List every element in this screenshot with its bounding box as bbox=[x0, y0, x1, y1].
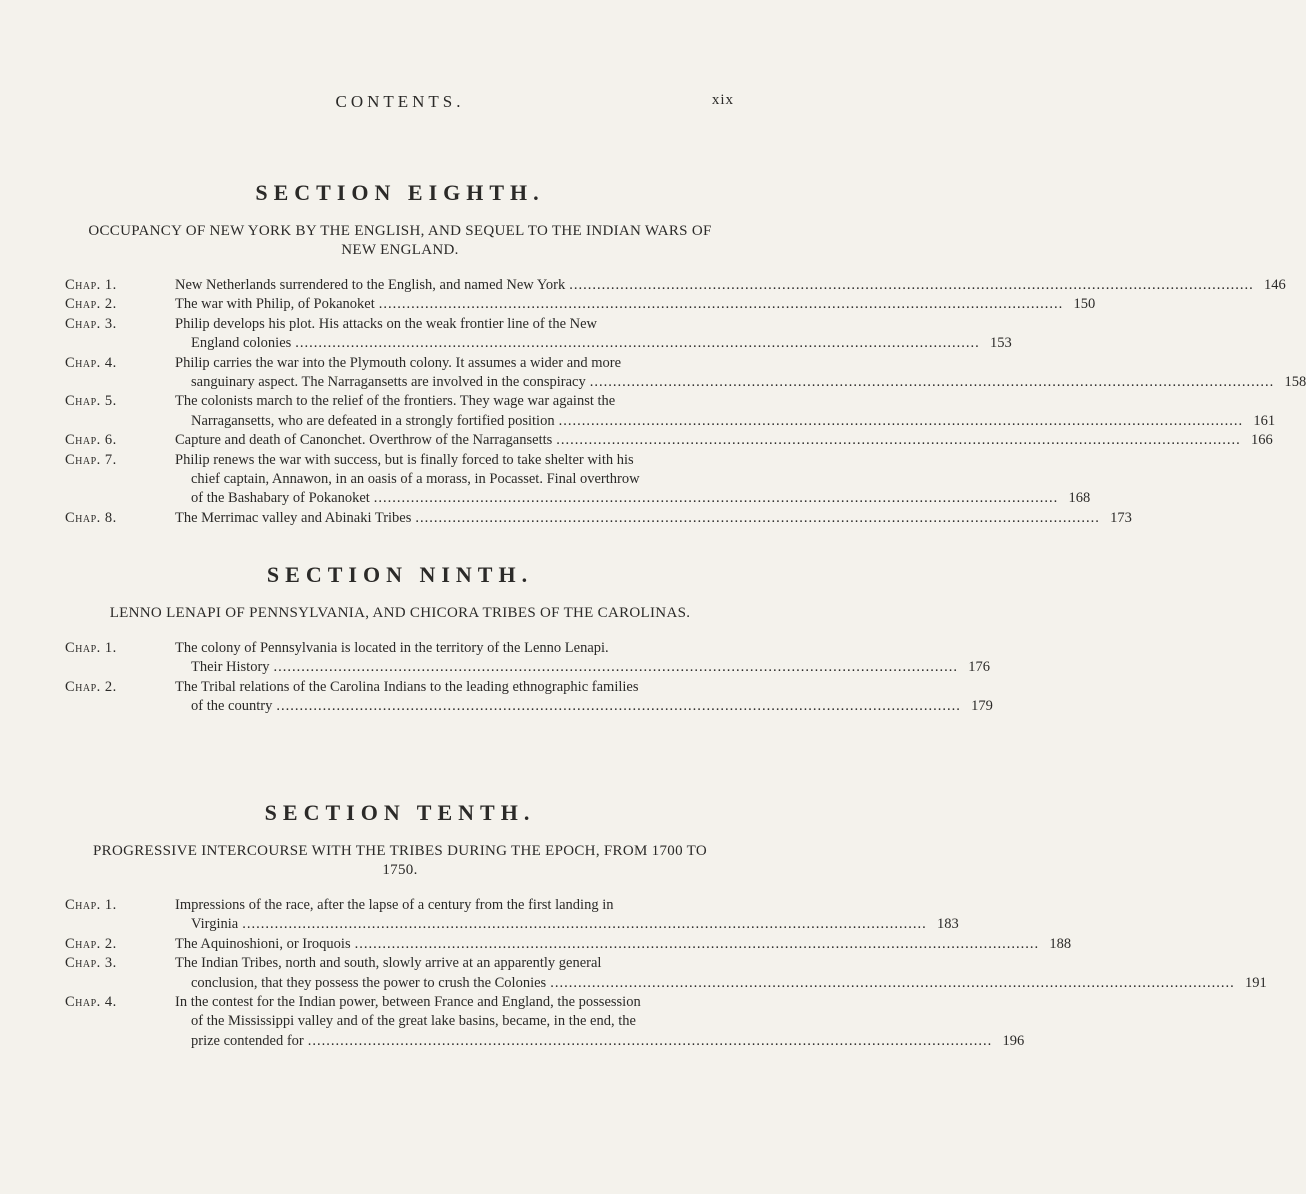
chapter-list bbox=[0, 896, 1267, 1051]
chapter-description bbox=[175, 431, 1273, 450]
chapter-line bbox=[175, 315, 1012, 334]
chapter-line-text: Their History bbox=[191, 659, 270, 676]
chapter-line-text: The colony of Pennsylvania is located in the territory of the Lenno Lenapi. bbox=[175, 640, 609, 656]
page-reference: 191 bbox=[1244, 974, 1267, 991]
chapter-description bbox=[175, 509, 1132, 528]
chapter-number: Chap. 1. bbox=[65, 640, 117, 656]
chapter-line-text: of the Bashabary of Pokanoket bbox=[191, 490, 370, 507]
chapter-line bbox=[175, 431, 1273, 450]
dot-leader bbox=[276, 697, 961, 716]
chapter-line bbox=[175, 974, 1267, 993]
dot-leader bbox=[355, 935, 1040, 954]
chapter-line bbox=[175, 276, 1286, 295]
chapter-number: Chap. 2. bbox=[65, 678, 117, 695]
chapter-line-text: The Merrimac valley and Abinaki Tribes bbox=[175, 509, 412, 526]
chapter-number: Chap. 8. bbox=[65, 509, 117, 526]
page-reference: 146 bbox=[1263, 277, 1286, 293]
dot-leader bbox=[590, 373, 1275, 392]
chapter-entry bbox=[0, 392, 1276, 431]
running-head: CONTENTS. bbox=[335, 92, 465, 111]
chapter-entry bbox=[0, 639, 991, 678]
chapter-number: Chap. 2. bbox=[65, 935, 117, 952]
chapter-line-text: The colonists march to the relief of the frontiers. They wage war against the bbox=[175, 393, 616, 410]
chapter-line-text: Narragansetts, who are defeated in a strongly fortified position bbox=[191, 412, 555, 429]
chapter-number: Chap. 6. bbox=[65, 432, 117, 449]
chapter-line bbox=[175, 489, 1090, 508]
chapter-line-text: of the country bbox=[191, 698, 273, 715]
chapter-line-text: England colonies bbox=[191, 335, 292, 352]
chapter-line-text: Virginia bbox=[191, 916, 239, 933]
chapter-line-text: Philip develops his plot. His attacks on the weak frontier line of the New bbox=[175, 315, 598, 332]
chapter-entry bbox=[0, 954, 1267, 993]
chapter-description bbox=[175, 392, 1275, 431]
chapter-line-text: The Aquinoshioni, or Iroquois bbox=[175, 935, 351, 952]
chapter-line bbox=[175, 295, 1095, 314]
chapter-description bbox=[175, 451, 1090, 509]
section-eighth bbox=[0, 180, 1306, 528]
page-reference: 150 bbox=[1073, 296, 1096, 313]
chapter-line-text: The Tribal relations of the Carolina Indians to the leading ethnographic families bbox=[175, 678, 639, 695]
chapter-line bbox=[175, 678, 993, 697]
chapter-line-text: sanguinary aspect. The Narragansetts are involved in the conspiracy bbox=[191, 374, 586, 391]
chapter-line bbox=[175, 354, 1306, 373]
chapter-line-text: Impressions of the race, after the lapse of a century from the first landing in bbox=[175, 897, 614, 913]
chapter-number: Chap. 3. bbox=[65, 955, 117, 972]
chapter-line-text: The war with Philip, of Pokanoket bbox=[175, 296, 375, 313]
chapter-entry bbox=[0, 451, 1091, 509]
page-header bbox=[0, 92, 800, 116]
dot-leader bbox=[569, 276, 1254, 295]
dot-leader bbox=[374, 489, 1059, 508]
chapter-list bbox=[0, 639, 993, 717]
section-tenth bbox=[0, 800, 1267, 1051]
dot-leader bbox=[415, 509, 1100, 528]
chapter-line-text: In the contest for the Indian power, between France and England, the possession bbox=[175, 994, 641, 1011]
chapter-line bbox=[175, 915, 959, 934]
chapter-number: Chap. 3. bbox=[65, 315, 117, 332]
page-reference: 153 bbox=[990, 335, 1012, 352]
page-reference: 168 bbox=[1068, 490, 1091, 507]
chapter-line bbox=[175, 993, 1024, 1012]
chapter-line bbox=[175, 954, 1267, 973]
chapter-number: Chap. 1. bbox=[65, 277, 117, 293]
chapter-description bbox=[175, 354, 1306, 393]
chapter-line bbox=[175, 935, 1071, 954]
chapter-description bbox=[175, 954, 1267, 993]
section-title: SECTION NINTH. bbox=[266, 562, 534, 587]
section-subtitle: OCCUPANCY OF NEW YORK BY THE ENGLISH, AND SEQUEL TO THE INDIAN WARS OF NEW ENGLAND. bbox=[88, 223, 712, 258]
chapter-line bbox=[175, 470, 1090, 489]
dot-leader bbox=[559, 412, 1244, 431]
chapter-entry bbox=[0, 896, 959, 935]
chapter-line bbox=[175, 451, 1090, 470]
section-title: SECTION TENTH. bbox=[264, 800, 536, 825]
section-ninth bbox=[0, 562, 993, 717]
dot-leader bbox=[379, 295, 1064, 314]
page-reference: 166 bbox=[1251, 432, 1273, 449]
chapter-line-text: prize contended for bbox=[191, 1032, 304, 1049]
chapter-line bbox=[175, 373, 1306, 392]
dot-leader bbox=[295, 334, 980, 353]
chapter-line-text: chief captain, Annawon, in an oasis of a morass, in Pocasset. Final overthrow bbox=[191, 471, 640, 488]
page-reference: 158 bbox=[1284, 374, 1306, 391]
section-subtitle: LENNO LENAPI OF PENNSYLVANIA, AND CHICORA TRIBES OF THE CAROLINAS. bbox=[109, 605, 691, 621]
chapter-entry bbox=[0, 993, 1025, 1051]
chapter-description bbox=[175, 935, 1071, 954]
page-number: xix bbox=[711, 92, 734, 108]
chapter-line-text: conclusion, that they possess the power to crush the Colonies bbox=[191, 974, 547, 991]
chapter-line bbox=[175, 896, 959, 915]
chapter-description bbox=[175, 678, 993, 717]
chapter-line bbox=[175, 639, 990, 658]
chapter-entry bbox=[0, 678, 993, 717]
chapter-line bbox=[175, 392, 1275, 411]
chapter-line bbox=[175, 658, 990, 677]
chapter-line-text: Philip carries the war into the Plymouth colony. It assumes a wider and more bbox=[175, 354, 622, 371]
page-reference: 188 bbox=[1049, 935, 1072, 952]
page-reference: 196 bbox=[1002, 1032, 1025, 1049]
chapter-number: Chap. 2. bbox=[65, 296, 117, 313]
chapter-number: Chap. 7. bbox=[65, 451, 117, 468]
chapter-line-text: The Indian Tribes, north and south, slowly arrive at an apparently general bbox=[175, 955, 602, 972]
page-reference: 176 bbox=[968, 659, 991, 676]
chapter-number: Chap. 4. bbox=[65, 994, 117, 1011]
page-reference: 161 bbox=[1253, 412, 1276, 429]
dot-leader bbox=[242, 915, 927, 934]
chapter-line-text: Capture and death of Canonchet. Overthrow of the Narragansetts bbox=[175, 432, 553, 449]
chapter-number: Chap. 4. bbox=[65, 354, 117, 371]
chapter-entry bbox=[0, 935, 1072, 954]
chapter-description bbox=[175, 295, 1095, 314]
chapter-number: Chap. 1. bbox=[65, 897, 117, 913]
chapter-description bbox=[175, 276, 1286, 295]
chapter-line bbox=[175, 697, 993, 716]
chapter-entry bbox=[0, 315, 1012, 354]
chapter-entry bbox=[0, 354, 1306, 393]
chapter-number: Chap. 5. bbox=[65, 393, 117, 410]
chapter-description bbox=[175, 993, 1024, 1051]
dot-leader bbox=[308, 1032, 993, 1051]
chapter-description bbox=[175, 639, 990, 678]
chapter-line bbox=[175, 509, 1132, 528]
chapter-line bbox=[175, 412, 1275, 431]
chapter-entry bbox=[0, 276, 1286, 295]
chapter-description bbox=[175, 315, 1012, 354]
section-subtitle: PROGRESSIVE INTERCOURSE WITH THE TRIBES DURING THE EPOCH, FROM 1700 TO 1750. bbox=[93, 843, 707, 878]
dot-leader bbox=[274, 658, 959, 677]
dot-leader bbox=[556, 431, 1241, 450]
page-reference: 173 bbox=[1110, 509, 1132, 526]
chapter-description bbox=[175, 896, 959, 935]
chapter-line-text: Philip renews the war with success, but is finally forced to take shelter with his bbox=[175, 451, 634, 468]
chapter-line bbox=[175, 334, 1012, 353]
chapter-entry bbox=[0, 295, 1096, 314]
dot-leader bbox=[550, 974, 1235, 993]
chapter-line-text: New Netherlands surrendered to the English, and named New York bbox=[175, 277, 566, 293]
chapter-line-text: of the Mississippi valley and of the great lake basins, became, in the end, the bbox=[191, 1013, 636, 1030]
chapter-line bbox=[175, 1012, 1024, 1031]
chapter-entry bbox=[0, 431, 1273, 450]
page-reference: 183 bbox=[936, 916, 959, 933]
chapter-line bbox=[175, 1032, 1024, 1051]
chapter-list bbox=[0, 276, 1306, 528]
section-title: SECTION EIGHTH. bbox=[255, 180, 545, 205]
page-reference: 179 bbox=[971, 698, 993, 715]
chapter-entry bbox=[0, 509, 1132, 528]
